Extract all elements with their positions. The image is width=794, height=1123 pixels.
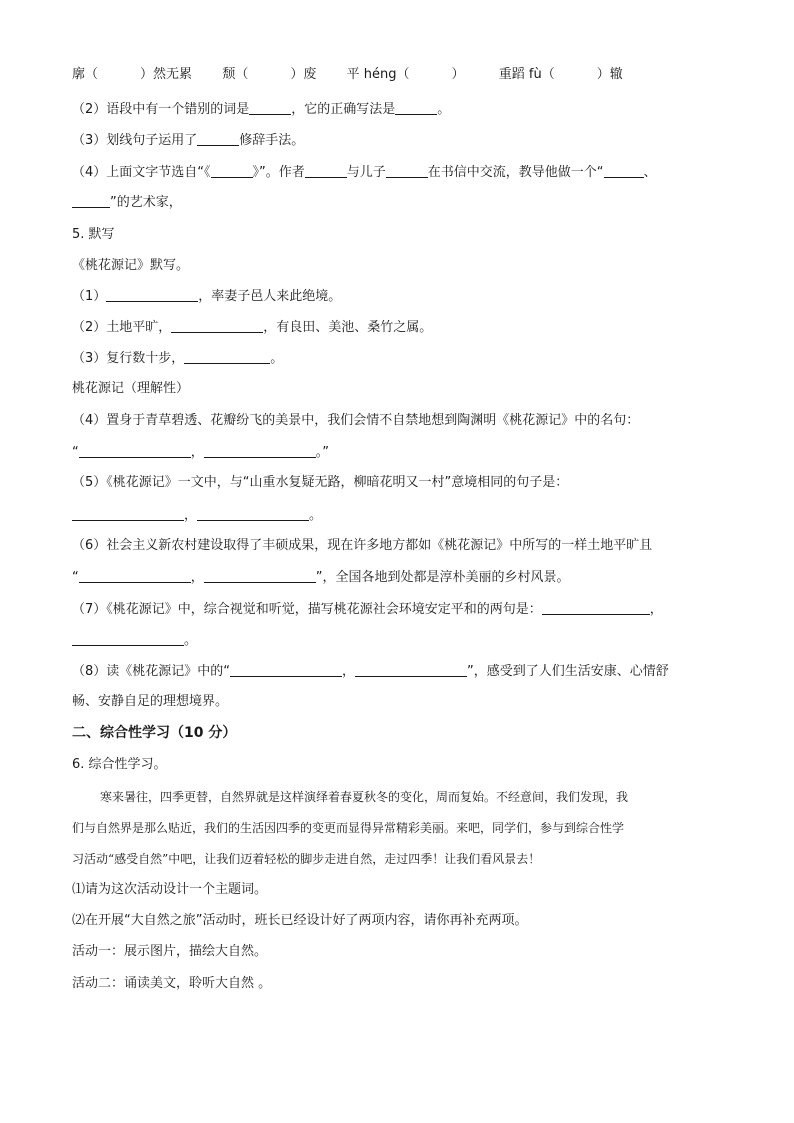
section-2-title: 二、综合性学习（10 分）	[72, 725, 237, 741]
q5-item-6: （6）社会主义新农村建设取得了丰硕成果，现在许多地方都如《桃花源记》中所写的一样土地平旷且	[72, 538, 653, 553]
q4-4-text-d: 在书信中交流，教导他做一个“	[427, 165, 604, 180]
word-1-prefix: 廓（	[72, 67, 99, 82]
q5-item-5-answer	[72, 506, 322, 525]
q5-3-label: （3）复行数十步，	[72, 351, 185, 366]
q5-item-4: （4）置身于青草碧透、花瓣纷飞的美景中，我们会情不自禁地想到陶渊明《桃花源记》中的名句：	[72, 413, 640, 428]
answer-blank[interactable]	[79, 443, 191, 458]
q4-1-line	[72, 66, 623, 84]
answer-blank[interactable]	[211, 163, 253, 178]
comma: ，	[190, 445, 204, 460]
answer-blank[interactable]	[106, 287, 198, 302]
q5-item-7-line-2	[72, 631, 197, 650]
passage-line-1: 寒来暑往，四季更替，自然界就是这样演绎着春夏秋冬的变化，周而复始。不经意间，我们发现，我	[100, 790, 629, 804]
q4-4-line-2	[72, 193, 182, 212]
comma: ，	[184, 508, 198, 523]
word-2-suffix: ）废	[290, 67, 317, 82]
word-4-prefix: 重蹈 fù（	[498, 67, 555, 82]
period: 。	[184, 633, 198, 648]
passage-line-3: 习活动“感受自然”中吧，让我们迈着轻松的脚步走进自然，走过四季！让我们看风景去！	[72, 852, 541, 866]
q6-header: 6. 综合性学习。	[72, 757, 167, 772]
q5-item-6-answer	[72, 568, 570, 587]
q5-2-text: ，有良田、美池、桑竹之属。	[263, 320, 433, 335]
answer-blank[interactable]	[197, 506, 309, 521]
q5-item-5: （5）《桃花源记》一文中，与“山重水复疑无路，柳暗花明又一村”意境相同的句子是：	[72, 475, 569, 490]
q5-item-1	[72, 287, 341, 306]
q6-sub-2: ⑵在开展“大自然之旅”活动时，班长已经设计好了两项内容，请你再补充两项。	[72, 913, 528, 928]
activity-1: 活动一：展示图片，描绘大自然。	[72, 944, 268, 959]
answer-blank[interactable]	[184, 349, 270, 364]
q4-4-text: （4）上面文字节选自“《	[72, 165, 211, 180]
q4-2-line	[72, 100, 450, 119]
q5-item-4-answer	[72, 443, 329, 462]
answer-blank[interactable]	[204, 443, 316, 458]
q4-3-text: （3）划线句子运用了	[72, 133, 198, 148]
passage-line-2: 们与自然界是那么贴近，我们的生活因四季的变更而显得异常精彩美丽。来吧，同学们，参与到综合性学	[72, 821, 625, 835]
comma: ，	[649, 602, 663, 617]
answer-blank[interactable]	[72, 506, 184, 521]
q5-2-label: （2）土地平旷，	[72, 320, 172, 335]
answer-blank[interactable]	[72, 631, 184, 646]
activity-2: 活动二：诵读美文，聆听大自然 。	[72, 976, 272, 991]
q5-item-7	[72, 600, 663, 619]
q5-8-text: （8）读《桃花源记》中的“	[72, 664, 231, 679]
q5-1-text: ，率妻子邑人来此绝境。	[198, 289, 342, 304]
comma: ，	[190, 570, 204, 585]
word-1-suffix: ）然无累	[140, 67, 193, 82]
answer-blank[interactable]	[604, 163, 644, 178]
answer-blank[interactable]	[249, 100, 291, 115]
quote-open: “	[72, 570, 79, 585]
q4-4-line	[72, 163, 657, 182]
q4-4-text-f: ”的艺术家，	[110, 195, 182, 210]
q5-item-3	[72, 349, 283, 368]
answer-blank[interactable]	[386, 163, 428, 178]
q6-sub-1: ⑴请为这次活动设计一个主题词。	[72, 882, 268, 897]
word-3-suffix: ）	[451, 67, 465, 82]
answer-blank[interactable]	[542, 600, 650, 615]
word-3-prefix: 平 héng（	[346, 67, 410, 82]
q5-intro: 《桃花源记》默写。	[72, 258, 190, 273]
answer-blank[interactable]	[355, 662, 467, 677]
q4-2-text-c: 。	[437, 102, 451, 117]
q5-header: 5. 默写	[72, 227, 115, 242]
answer-blank[interactable]	[395, 100, 437, 115]
q4-4-text-b: 》”。作者	[252, 165, 305, 180]
q5-7-text: （7）《桃花源记》中，综合视觉和听觉，描写桃花源社会环境安定平和的两句是：	[72, 602, 542, 617]
q4-4-text-c: 与儿子	[346, 165, 386, 180]
answer-blank[interactable]	[197, 131, 239, 146]
answer-blank[interactable]	[171, 318, 263, 333]
q4-2-text: （2）语段中有一个错别的词是	[72, 102, 250, 117]
answer-blank[interactable]	[305, 163, 347, 178]
word-2-prefix: 颓（	[222, 67, 249, 82]
q5-8-text-b: ”，感受到了人们生活安康、心情舒	[467, 664, 669, 679]
q5-6-text: ”，全国各地到处都是淳朴美丽的乡村风景。	[315, 570, 570, 585]
q5-subheading: 桃花源记（理解性）	[72, 381, 190, 396]
answer-blank[interactable]	[79, 568, 191, 583]
answer-blank[interactable]	[204, 568, 316, 583]
q4-4-text-e: 、	[643, 165, 657, 180]
q5-3-text: 。	[270, 351, 284, 366]
comma: ，	[342, 664, 356, 679]
period: 。	[309, 508, 323, 523]
q5-1-label: （1）	[72, 289, 107, 304]
q4-3-text-b: 修辞手法。	[239, 133, 305, 148]
q5-item-2	[72, 318, 432, 337]
quote-open: “	[72, 445, 79, 460]
q5-item-8	[72, 662, 669, 681]
q5-item-8-line-2: 畅、安静自足的理想境界。	[72, 694, 229, 709]
answer-blank[interactable]	[230, 662, 342, 677]
quote-close: 。”	[315, 445, 330, 460]
word-4-suffix: ）辙	[596, 67, 623, 82]
answer-blank[interactable]	[72, 193, 110, 208]
q4-3-line	[72, 131, 304, 150]
q4-2-text-b: ，它的正确写法是	[291, 102, 396, 117]
